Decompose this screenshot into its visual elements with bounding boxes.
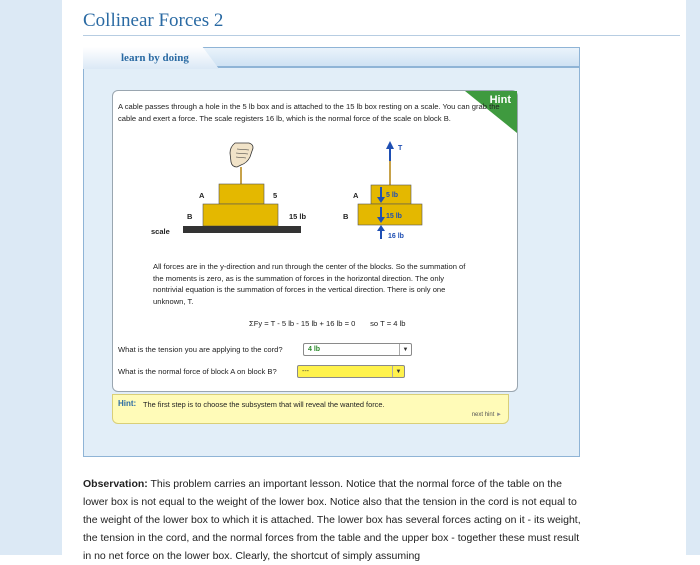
explanation-text: All forces are in the y-direction and run through the center of the blocks. So the summation of the moments is zero, as is the summation of forces in the horizontal direction. The only nontrivial equation is the summation of forces in the vertical direction. There is only one unknown, T. [153,262,466,306]
title-divider [83,35,680,36]
tension-answer-value: 4 lb [308,346,321,353]
label-a: A [199,191,205,200]
normal-force-answer-select[interactable] [297,365,405,378]
fbd-label-5lb: 5 lb [386,192,399,199]
box-a [219,184,264,204]
label-b: B [187,212,193,221]
fbd-label-t: T [398,145,403,152]
fbd-normal-arrowhead [377,225,385,231]
box-b [203,204,278,226]
chevron-down-icon[interactable]: ▼ [399,344,411,355]
fbd-tension-arrowhead [386,141,394,149]
scale-plate [183,226,301,233]
problem-card [112,90,518,392]
observation-label: Observation: [83,478,148,490]
fbd-label-15lb: 15 lb [386,213,402,220]
fbd-label-b: B [343,212,349,221]
tension-answer-select[interactable] [303,343,412,356]
learn-by-doing-label: learn by doing [121,52,189,64]
question-tension-label: What is the tension you are applying to the cord? [118,345,283,354]
next-hint-label[interactable]: next hint [471,412,495,418]
left-margin [0,0,62,555]
page-title: Collinear Forces 2 [83,10,224,31]
chevron-down-icon[interactable]: ▼ [392,366,404,377]
main-content [62,0,686,562]
hand-icon [230,143,253,167]
learn-by-doing-panel [83,47,580,457]
observation-paragraph [83,475,588,565]
arrow-right-icon[interactable]: ► [496,412,502,418]
right-margin [686,0,700,555]
observation-text: This problem carries an important lesson. Notice that the normal force of the table on the lower box is not equal to the weight of the lower box. Notice also that the tension in the cord is not equal to the weight of the lower box to which it is attached. The lower box has several forces acting on it - its weight, the tension in the cord, and the normal forces from the table and the upper box - together these must result in no net force on the lower box. Clearly, the shortcut of simply assuming [83,478,581,562]
fbd-label-16lb: 16 lb [388,233,404,240]
label-scale: scale [151,227,170,236]
hint-box [112,394,509,424]
hint-badge-label[interactable]: Hint [489,94,511,106]
hint-label: Hint: [118,399,137,408]
question-normal-force-label: What is the normal force of block A on block B? [118,367,277,376]
equation-text: ΣFy = T - 5 lb - 15 lb + 16 lb = 0 so T = 4 lb [249,319,406,328]
label-15lb: 15 lb [289,212,307,221]
problem-text: A cable passes through a hole in the 5 lb box and is attached to the 15 lb box resting on a scale. You can grab the cable and exert a force. The scale registers 16 lb, which is the normal force of the scale on block B. [118,102,500,123]
hint-text: The first step is to choose the subsystem that will reveal the wanted force. [143,400,385,409]
label-5: 5 [273,191,278,200]
force-diagram [113,141,519,241]
next-hint-link[interactable] [472,412,502,418]
fbd-label-a: A [353,191,359,200]
normal-force-answer-value: --- [302,368,309,375]
